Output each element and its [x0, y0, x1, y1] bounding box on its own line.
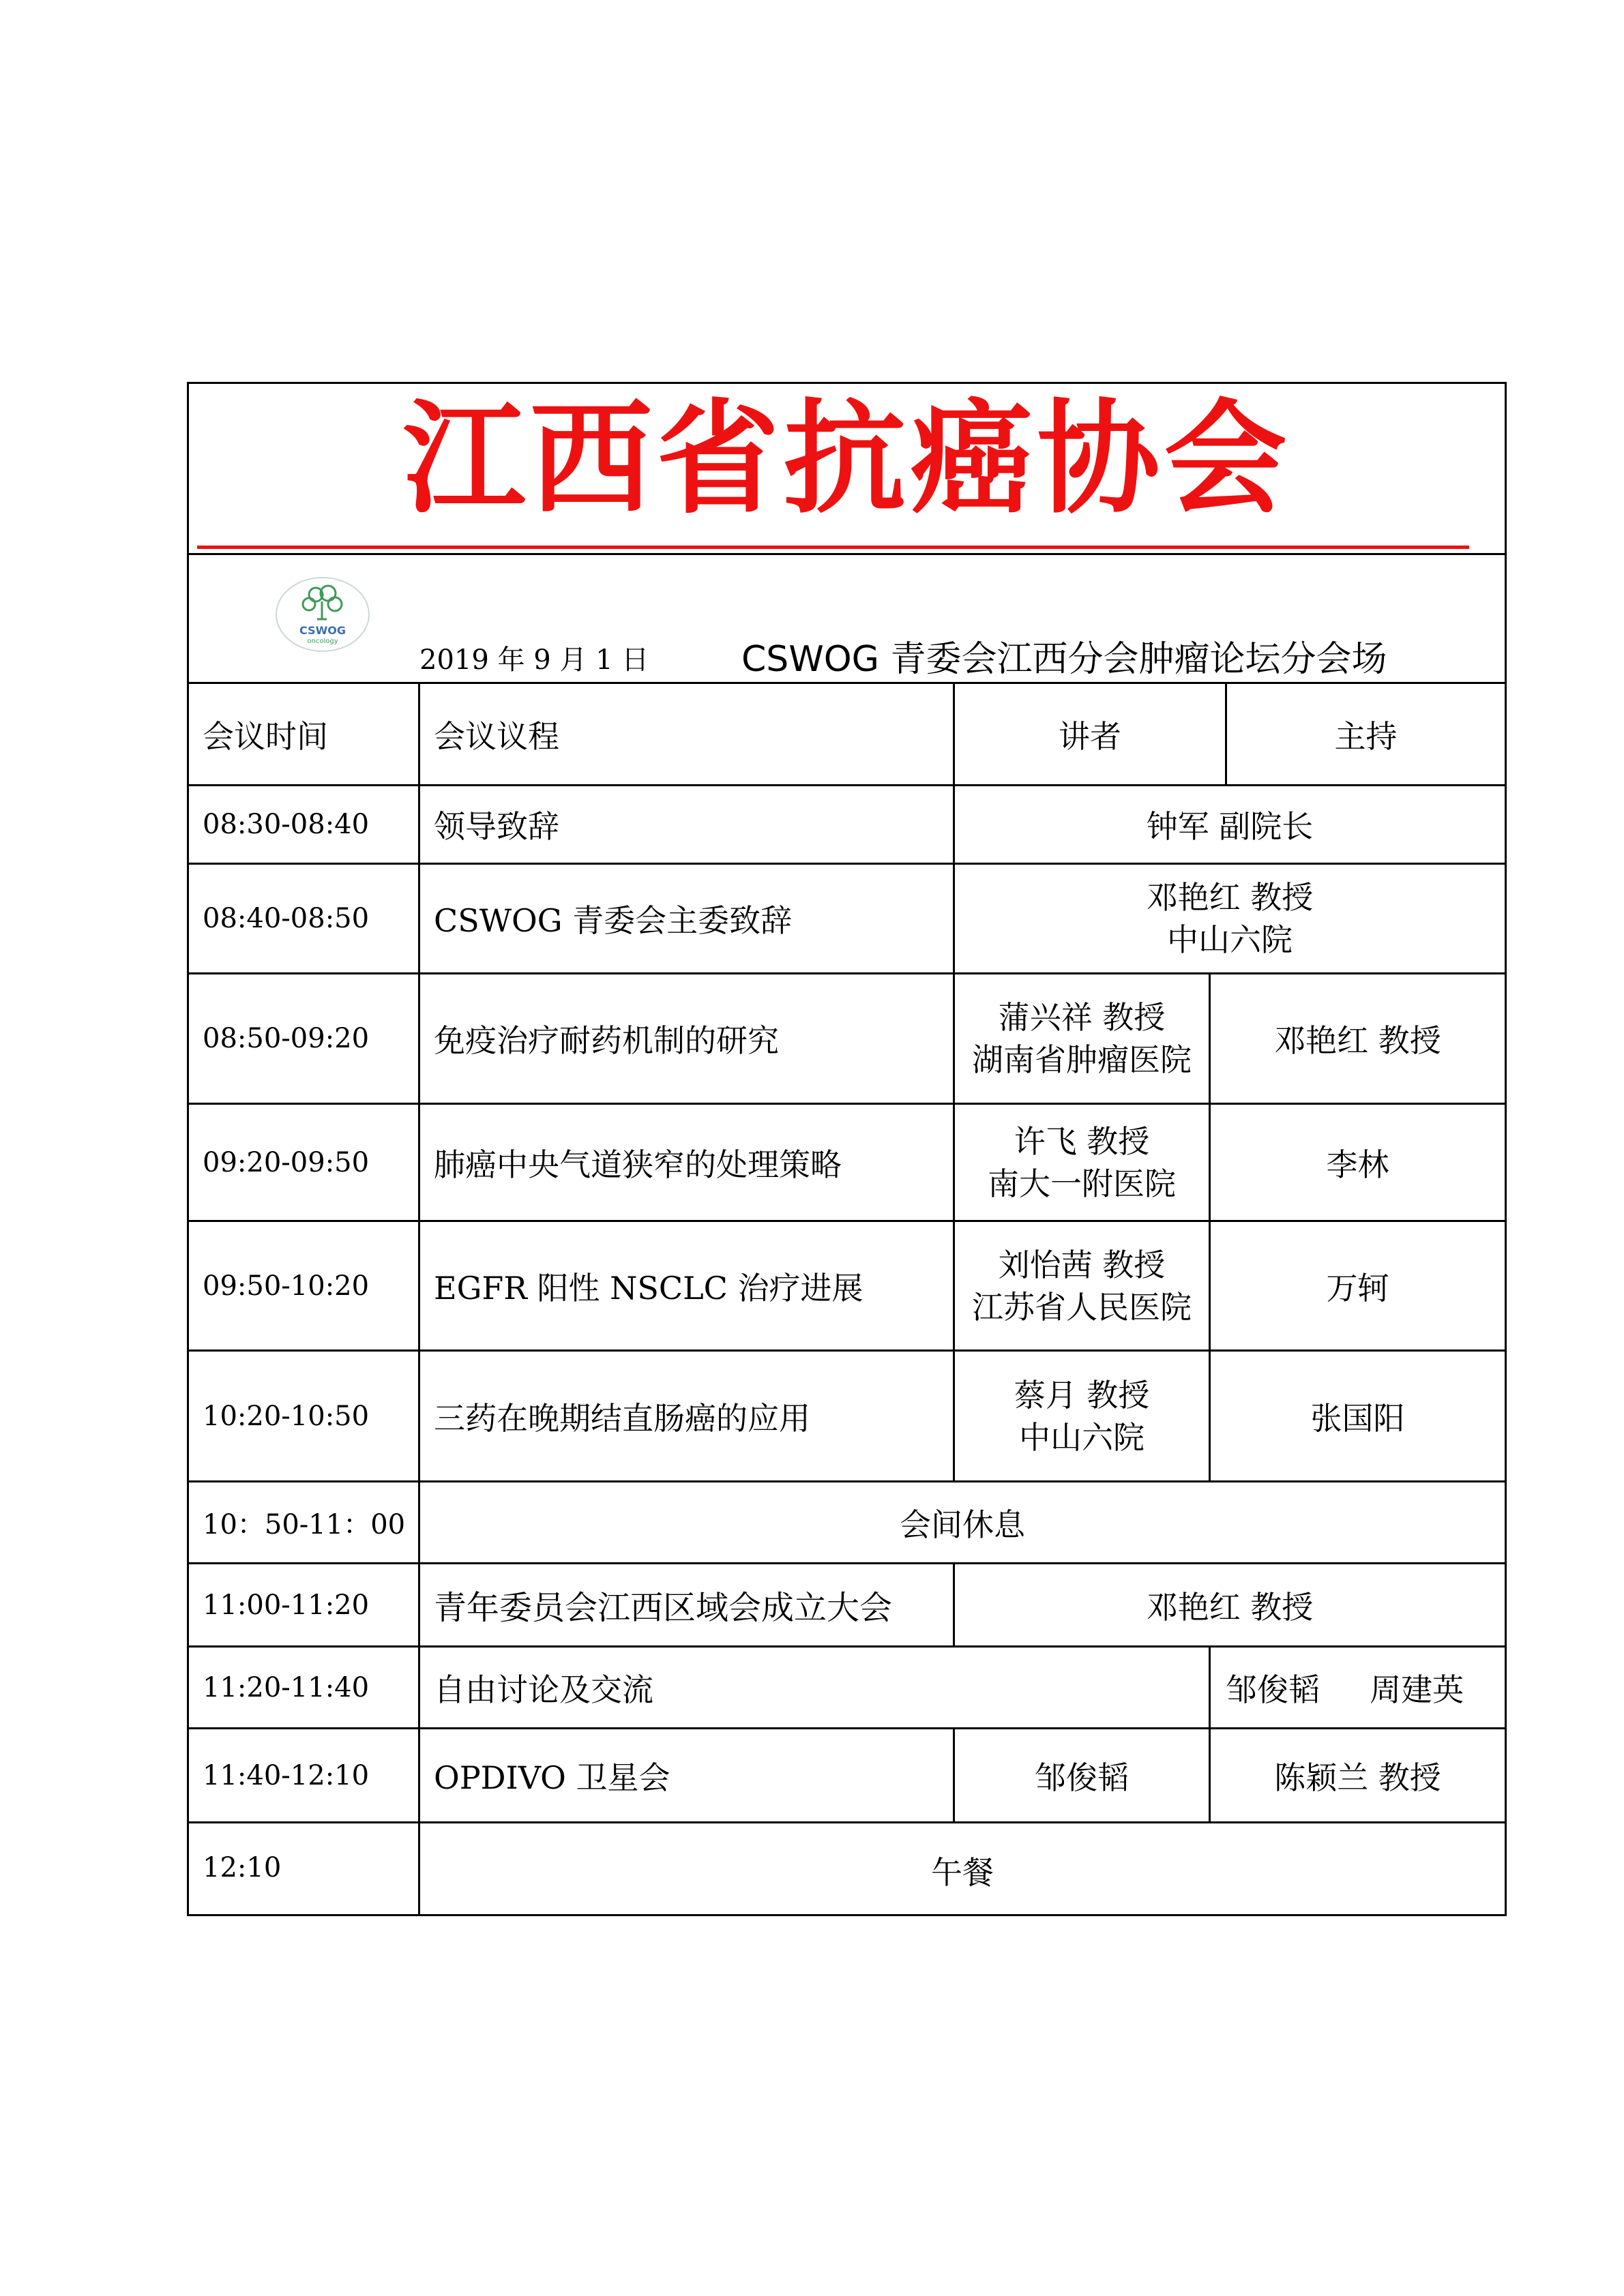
table-header-row — [188, 683, 1506, 786]
speaker-name: 刘怡茜 教授 — [998, 1246, 1166, 1283]
agenda-document — [187, 382, 1505, 1916]
speaker-name: 邓艳红 教授 — [1146, 879, 1314, 916]
logo-text-sub: oncology — [307, 638, 338, 645]
row-time: 11:00-11:20 — [188, 1564, 419, 1647]
page-title: 江西省抗癌协会 — [402, 387, 1291, 531]
table-row — [188, 1482, 1506, 1564]
agenda-table — [187, 382, 1507, 1916]
speaker-name: 蒲兴祥 教授 — [998, 999, 1166, 1036]
row-agenda: 三药在晚期结直肠癌的应用 — [419, 1351, 954, 1482]
table-row — [188, 1104, 1506, 1221]
row-agenda: OPDIVO 卫星会 — [419, 1729, 954, 1823]
row-time: 08:30-08:40 — [188, 786, 419, 864]
title-cell — [188, 383, 1506, 554]
row-time: 10:20-10:50 — [188, 1351, 419, 1482]
row-agenda: CSWOG 青委会主委致辞 — [419, 864, 954, 974]
table-row — [188, 1351, 1506, 1482]
table-row — [188, 1564, 1506, 1647]
speaker-name: 蔡月 教授 — [1014, 1376, 1150, 1414]
row-host: 李林 — [1210, 1104, 1506, 1221]
table-row — [188, 1221, 1506, 1351]
table-row — [188, 864, 1506, 974]
speaker-org: 中山六院 — [1019, 1418, 1145, 1456]
title-underline — [197, 546, 1469, 549]
table-row — [188, 786, 1506, 864]
row-time: 11:20-11:40 — [188, 1647, 419, 1729]
table-row — [188, 974, 1506, 1104]
row-speaker — [954, 1351, 1210, 1482]
header-agenda: 会议议程 — [419, 683, 954, 786]
row-speaker — [954, 1221, 1210, 1351]
speaker-org: 江苏省人民医院 — [972, 1288, 1192, 1326]
row-host: 万轲 — [1210, 1221, 1506, 1351]
row-agenda: 青年委员会江西区域会成立大会 — [419, 1564, 954, 1647]
row-speaker — [954, 974, 1210, 1104]
row-host: 邓艳红 教授 — [1210, 974, 1506, 1104]
speaker-name: 许飞 教授 — [1014, 1122, 1150, 1160]
row-host: 邹俊韬 周建英 — [1210, 1647, 1506, 1729]
row-agenda: 肺癌中央气道狭窄的处理策略 — [419, 1104, 954, 1221]
row-speaker-host: 钟军 副院长 — [954, 786, 1506, 864]
speaker-org: 湖南省肿瘤医院 — [972, 1041, 1192, 1078]
row-speaker — [954, 1104, 1210, 1221]
header-time: 会议时间 — [188, 683, 419, 786]
tree-icon — [303, 586, 342, 619]
table-row — [188, 1729, 1506, 1823]
speaker-org: 南大一附医院 — [988, 1165, 1176, 1202]
row-time: 08:40-08:50 — [188, 864, 419, 974]
row-time: 09:20-09:50 — [188, 1104, 419, 1221]
table-row — [188, 1647, 1506, 1729]
row-agenda: 领导致辞 — [419, 786, 954, 864]
row-agenda: 自由讨论及交流 — [419, 1647, 1210, 1729]
row-time: 09:50-10:20 — [188, 1221, 419, 1351]
row-speaker-host: 邓艳红 教授 — [954, 1564, 1506, 1647]
row-speaker: 邹俊韬 — [954, 1729, 1210, 1823]
cswog-logo — [274, 574, 372, 655]
table-row — [188, 1823, 1506, 1915]
row-time: 12:10 — [188, 1823, 419, 1915]
row-host: 陈颖兰 教授 — [1210, 1729, 1506, 1823]
row-lunch: 午餐 — [419, 1823, 1506, 1915]
row-agenda: 免疫治疗耐药机制的研究 — [419, 974, 954, 1104]
row-time: 10：50-11：00 — [188, 1482, 419, 1564]
row-host: 张国阳 — [1210, 1351, 1506, 1482]
header-host: 主持 — [1226, 683, 1506, 786]
meeting-date: 2019 年 9 月 1 日 — [419, 644, 649, 676]
row-agenda: EGFR 阳性 NSCLC 治疗进展 — [419, 1221, 954, 1351]
row-time: 08:50-09:20 — [188, 974, 419, 1104]
speaker-org: 中山六院 — [1167, 921, 1293, 958]
row-break: 会间休息 — [419, 1482, 1506, 1564]
logo-text-main: CSWOG — [299, 624, 346, 637]
row-speaker-host — [954, 864, 1506, 974]
header-speaker: 讲者 — [954, 683, 1226, 786]
meeting-venue: CSWOG 青委会江西分会肿瘤论坛分会场 — [741, 639, 1387, 680]
row-time: 11:40-12:10 — [188, 1729, 419, 1823]
subtitle-cell — [188, 554, 1506, 683]
